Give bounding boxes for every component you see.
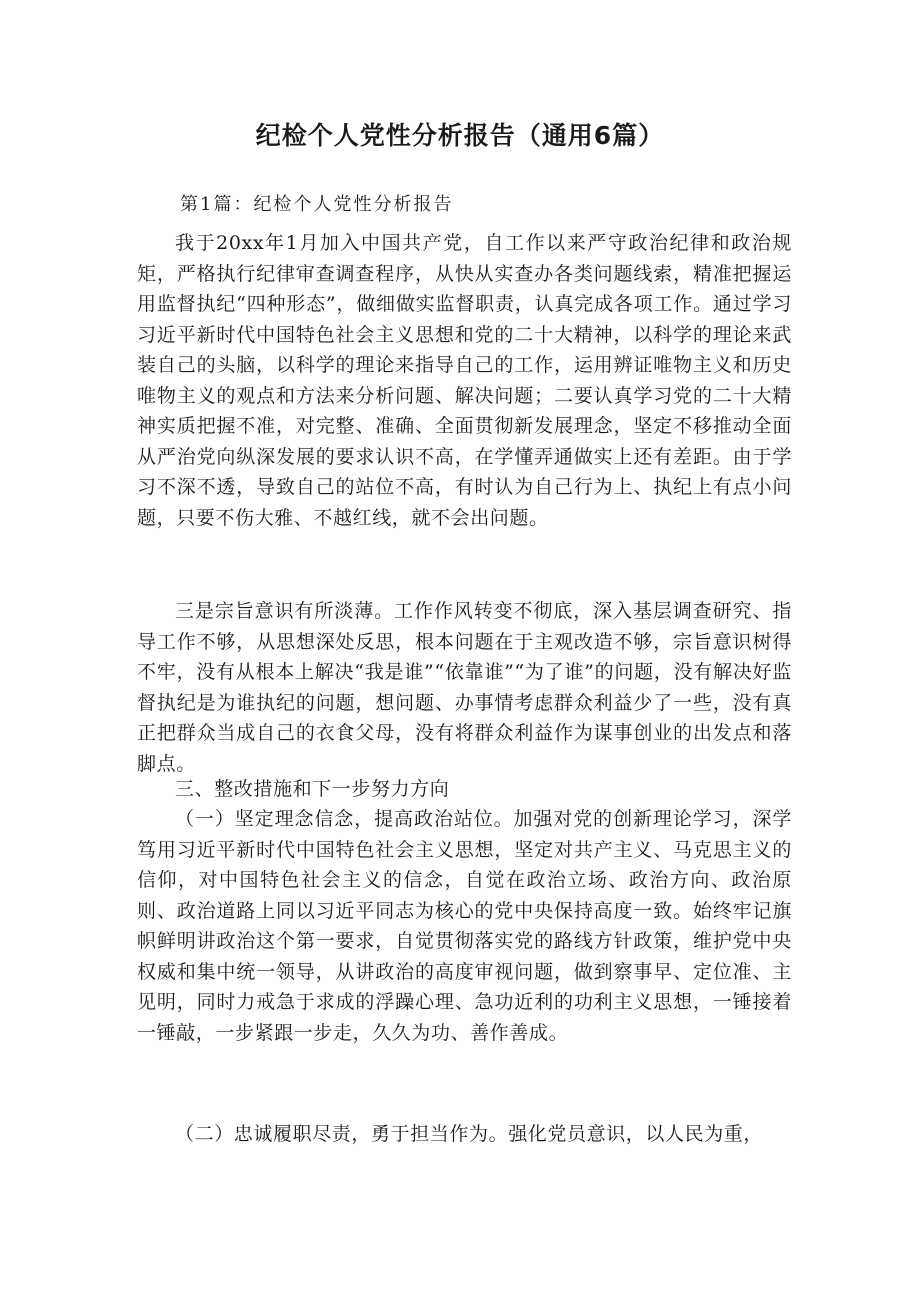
chapter-heading: 第1篇：纪检个人党性分析报告 bbox=[180, 194, 454, 215]
document-title: 纪检个人党性分析报告（通用6篇） bbox=[255, 121, 665, 150]
body-paragraph: 我于20xx年1月加入中国共产党，自工作以来严守政治纪律和政治规矩，严格执行纪律审查调查程序，从快从实查办各类问题线索，精准把握运用监督执纪“四种形态”，做细做实监督职责，认真完成各项工作。通过学习习近平新时代中国特色社会主义思想和党的二十大精神，以科学的理论来武装自己的头脑，以科学的理论来指导自己的工作，运用辨证唯物主义和历史唯物主义的观点和方法来分析问题、解决问题；二要认真学习党的二十大精神实质把握不准，对完整、准确、全面贯彻新发展理念，坚定不移推动全面从严治党向纵深发展的要求认识不高，在学懂弄通做实上还有差距。由于学习不深不透，导致自己的站位不高，有时认为自己行为上、执纪上有点小问题，只要不伤大雅、不越红线，就不会出问题。 bbox=[137, 232, 792, 529]
section-heading: 三、整改措施和下一步努力方向 bbox=[175, 778, 450, 800]
body-paragraph: （二）忠诚履职尽责，勇于担当作为。强化党员意识，以人民为重， bbox=[175, 1123, 764, 1145]
body-paragraph: 三是宗旨意识有所淡薄。工作作风转变不彻底，深入基层调查研究、指导工作不够，从思想深处反思，根本问题在于主观改造不够，宗旨意识树得不牢，没有从根本上解决“我是谁”“依靠谁”“为了谁”的问题，没有解决好监督执纪是为谁执纪的问题，想问题、办事情考虑群众利益少了一些，没有真正把群众当成自己的衣食父母，没有将群众利益作为谋事创业的出发点和落脚点。 bbox=[137, 600, 792, 775]
body-paragraph: （一）坚定理念信念，提高政治站位。加强对党的创新理论学习，深学笃用习近平新时代中国特色社会主义思想，坚定对共产主义、马克思主义的信仰，对中国特色社会主义的信念，自觉在政治立场、政治方向、政治原则、政治道路上同以习近平同志为核心的党中央保持高度一致。始终牢记旗帜鲜明讲政治这个第一要求，自觉贯彻落实党的路线方针政策，维护党中央权威和集中统一领导，从讲政治的高度审视问题，做到察事早、定位准、主见明，同时力戒急于求成的浮躁心理、急功近利的功利主义思想，一锤接着一锤敲，一步紧跟一步走，久久为功、善作善成。 bbox=[137, 808, 792, 1044]
